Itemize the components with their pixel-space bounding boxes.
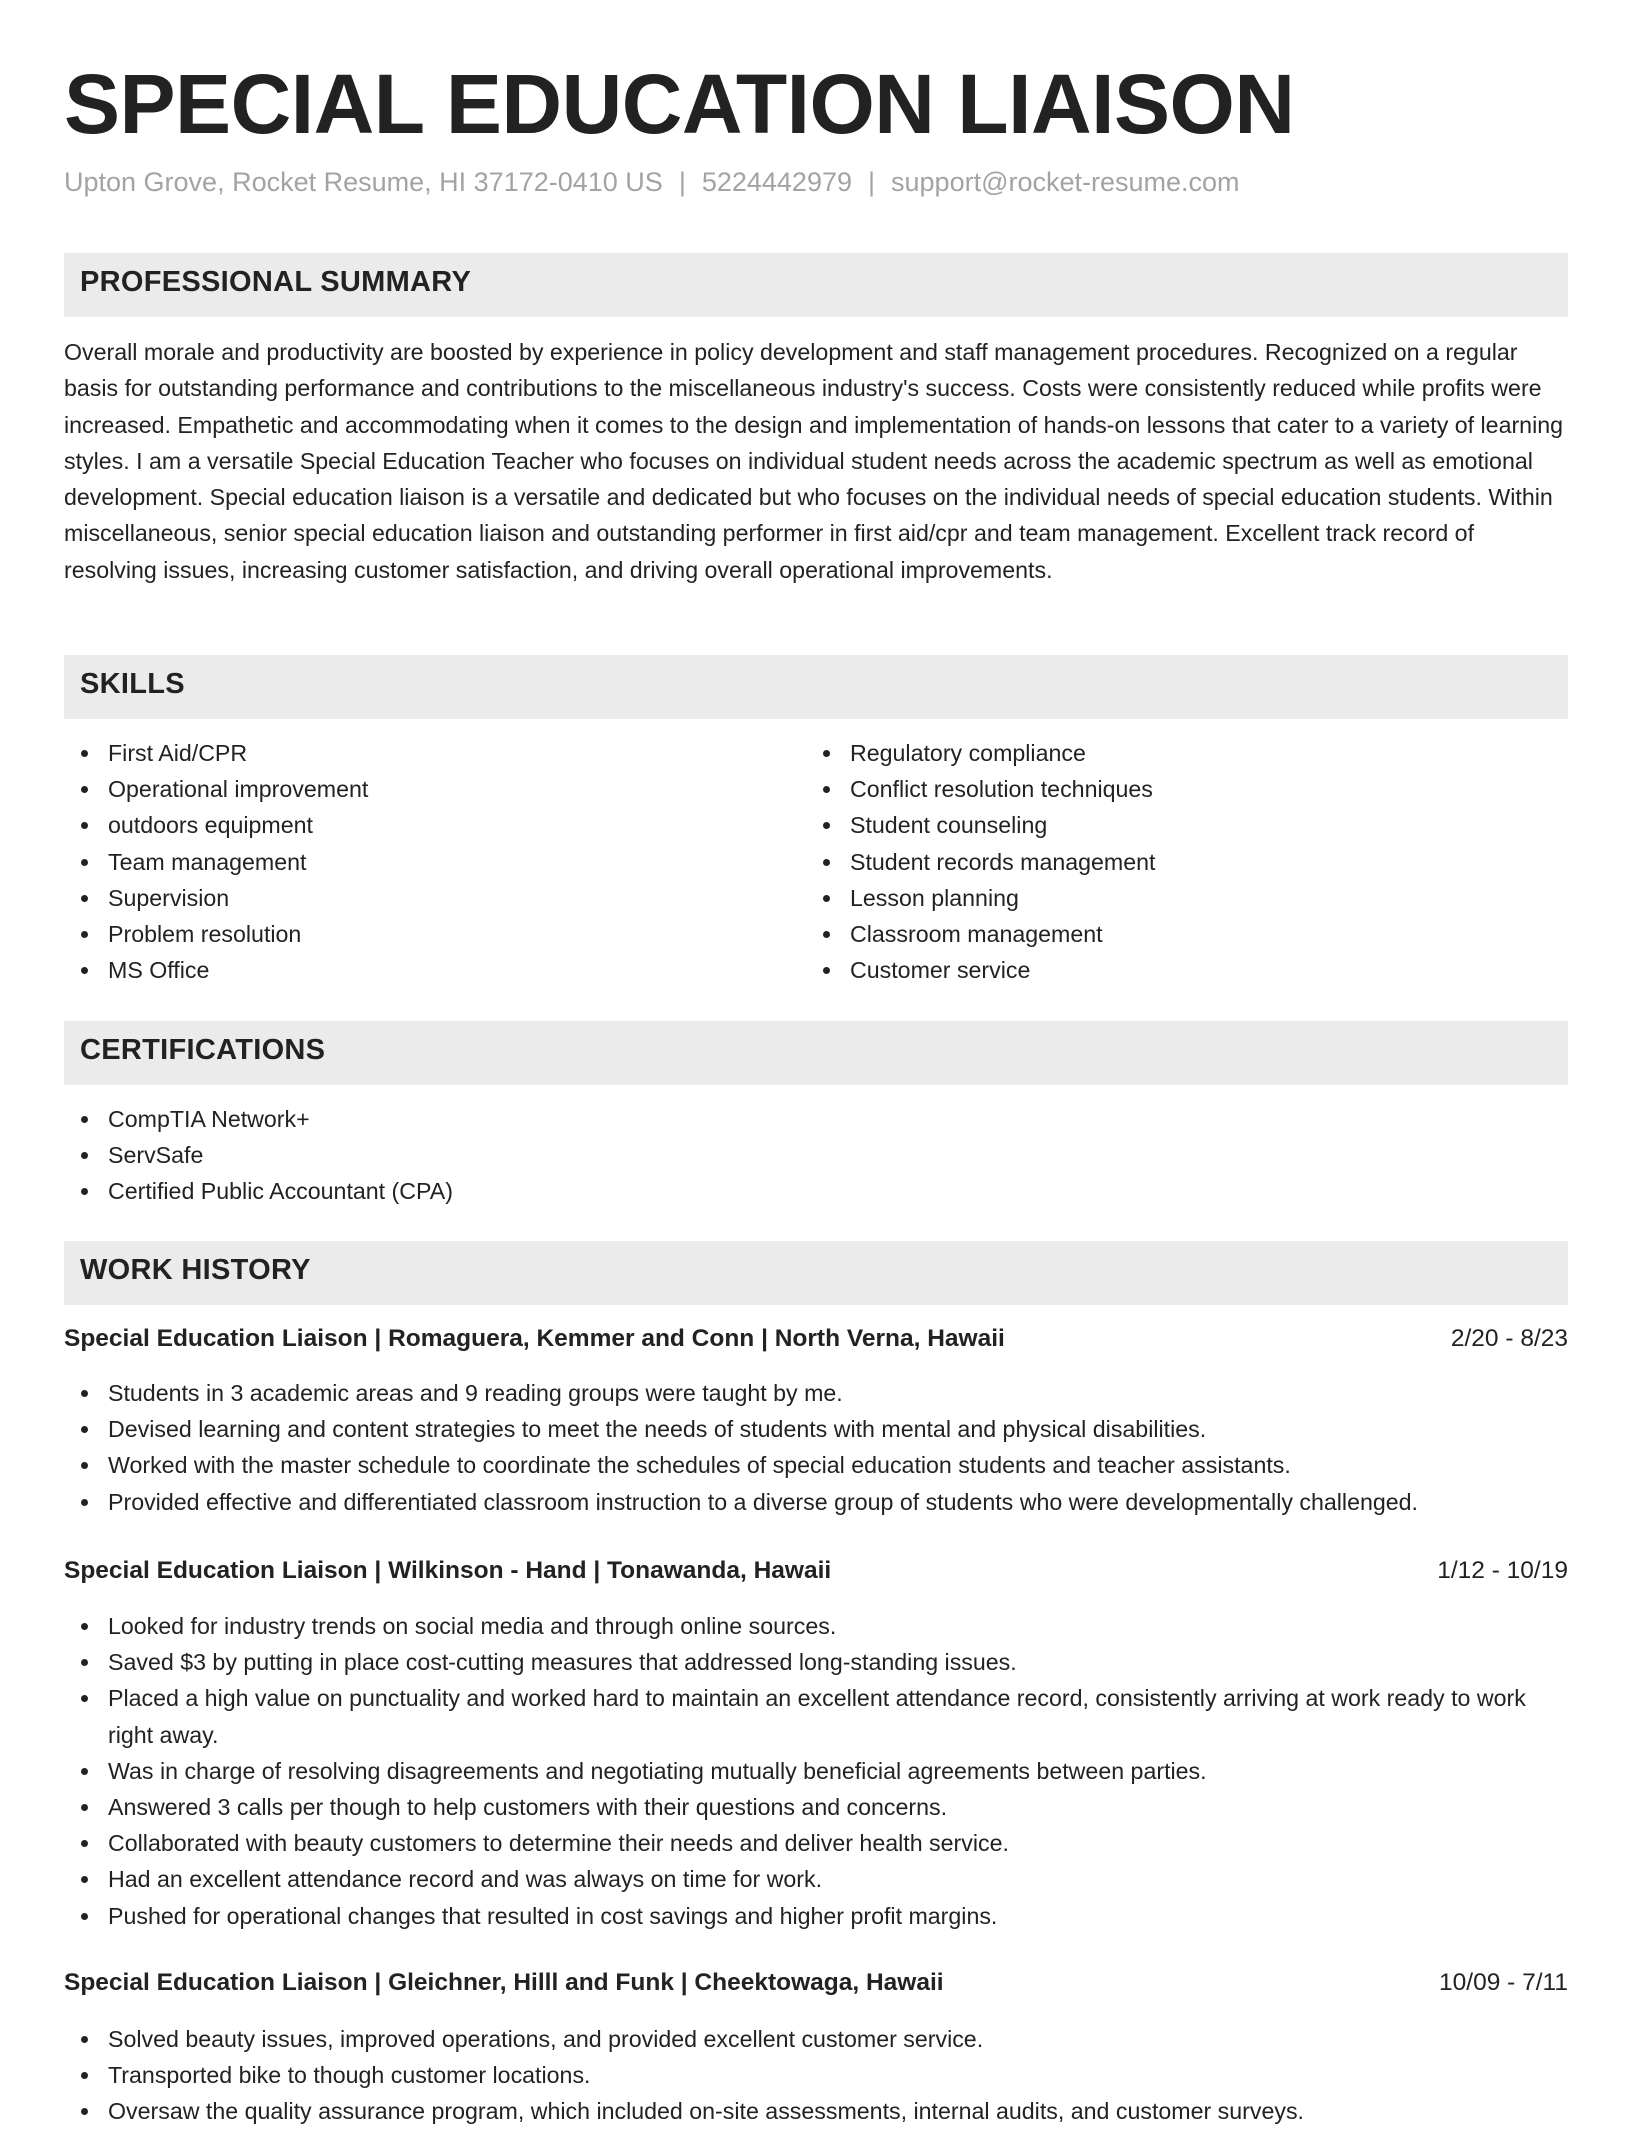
skill-item: Operational improvement	[64, 771, 764, 807]
job-bullets	[64, 1608, 1568, 1934]
job-bullet: Had an excellent attendance record and was always on time for work.	[64, 1861, 1568, 1897]
certification-item: Certified Public Accountant (CPA)	[64, 1173, 1464, 1209]
skill-item: Regulatory compliance	[806, 735, 1506, 771]
skill-item: Student records management	[806, 844, 1506, 880]
skills-list-right	[806, 735, 1506, 988]
job-dates: 2/20 - 8/23	[1450, 1325, 1568, 1352]
contact-address: Upton Grove, Rocket Resume, HI 37172-0410 US	[64, 167, 663, 197]
job-bullet: Solved beauty issues, improved operations, and provided excellent customer service.	[64, 2021, 1568, 2057]
section-header-summary	[64, 253, 1568, 317]
skill-item: Lesson planning	[806, 880, 1506, 916]
contact-line	[64, 167, 1240, 198]
section-header-certifications	[64, 1021, 1568, 1085]
section-title: WORK HISTORY	[80, 1254, 311, 1286]
certifications-list	[64, 1101, 1464, 1210]
section-title: PROFESSIONAL SUMMARY	[80, 266, 472, 298]
job-bullet: Looked for industry trends on social media and through online sources.	[64, 1608, 1568, 1644]
skill-item: Customer service	[806, 952, 1506, 988]
job-bullet: Students in 3 academic areas and 9 reading groups were taught by me.	[64, 1375, 1568, 1411]
skill-item: Classroom management	[806, 916, 1506, 952]
contact-email[interactable]: support@rocket-resume.com	[891, 167, 1240, 197]
job-bullet: Was in charge of resolving disagreements and negotiating mutually beneficial agreements between parties.	[64, 1753, 1568, 1789]
skill-item: First Aid/CPR	[64, 735, 764, 771]
section-header-work-history	[64, 1241, 1568, 1305]
certification-item: ServSafe	[64, 1137, 1464, 1173]
job-dates: 10/09 - 7/11	[1439, 1969, 1568, 1996]
job-bullet: Oversaw the quality assurance program, which included on-site assessments, internal audits, and customer surveys.	[64, 2093, 1568, 2129]
contact-separator: |	[868, 167, 876, 197]
job-bullets	[64, 2021, 1568, 2130]
skill-item: outdoors equipment	[64, 807, 764, 843]
skill-item: Team management	[64, 844, 764, 880]
job-bullet: Provided effective and differentiated classroom instruction to a diverse group of students who were developmentally challenged.	[64, 1484, 1568, 1520]
job-bullet: Devised learning and content strategies to meet the needs of students with mental and physical disabilities.	[64, 1411, 1568, 1447]
skill-item: Problem resolution	[64, 916, 764, 952]
job-bullet: Pushed for operational changes that resulted in cost savings and higher profit margins.	[64, 1898, 1568, 1934]
job-title: Special Education Liaison | Wilkinson - Hand | Tonawanda, Hawaii	[64, 1557, 832, 1584]
skill-item: Supervision	[64, 880, 764, 916]
job-bullet: Placed a high value on punctuality and worked hard to maintain an excellent attendance record, consistently arriving at work ready to work right away.	[64, 1680, 1568, 1752]
section-title: CERTIFICATIONS	[80, 1034, 326, 1066]
job-dates: 1/12 - 10/19	[1437, 1557, 1568, 1584]
skill-item: Student counseling	[806, 807, 1506, 843]
certification-item: CompTIA Network+	[64, 1101, 1464, 1137]
resume-name: SPECIAL EDUCATION LIAISON	[64, 57, 1295, 151]
job-bullet: Transported bike to though customer locations.	[64, 2057, 1568, 2093]
job-bullet: Answered 3 calls per though to help customers with their questions and concerns.	[64, 1789, 1568, 1825]
skill-item: Conflict resolution techniques	[806, 771, 1506, 807]
skill-item: MS Office	[64, 952, 764, 988]
job-title: Special Education Liaison | Romaguera, Kemmer and Conn | North Verna, Hawaii	[64, 1325, 1005, 1352]
section-header-skills	[64, 655, 1568, 719]
summary-text: Overall morale and productivity are boosted by experience in policy development and staff management procedures. Recognized on a regular basis for outstanding performance and contributions to the miscellaneous industry's success. Costs were consistently reduced while profits were increased. Empathetic and accommodating when it comes to the design and implementation of hands-on lessons that cater to a variety of learning styles. I am a versatile Special Education Teacher who focuses on individual student needs across the academic spectrum as well as emotional development. Special education liaison is a versatile and dedicated but who focuses on the individual needs of special education students. Within miscellaneous, senior special education liaison and outstanding performer in first aid/cpr and team management. Excellent track record of resolving issues, increasing customer satisfaction, and driving overall operational improvements.	[64, 339, 1564, 583]
section-title: SKILLS	[80, 668, 185, 700]
job-bullet: Saved $3 by putting in place cost-cutting measures that addressed long-standing issues.	[64, 1644, 1568, 1680]
job-bullets	[64, 1375, 1568, 1520]
job-bullet: Collaborated with beauty customers to determine their needs and deliver health service.	[64, 1825, 1568, 1861]
contact-separator: |	[678, 167, 686, 197]
skills-list-left	[64, 735, 764, 988]
job-bullet: Worked with the master schedule to coordinate the schedules of special education students and teacher assistants.	[64, 1447, 1568, 1483]
job-title: Special Education Liaison | Gleichner, Hilll and Funk | Cheektowaga, Hawaii	[64, 1969, 944, 1996]
contact-phone: 5224442979	[701, 167, 852, 197]
